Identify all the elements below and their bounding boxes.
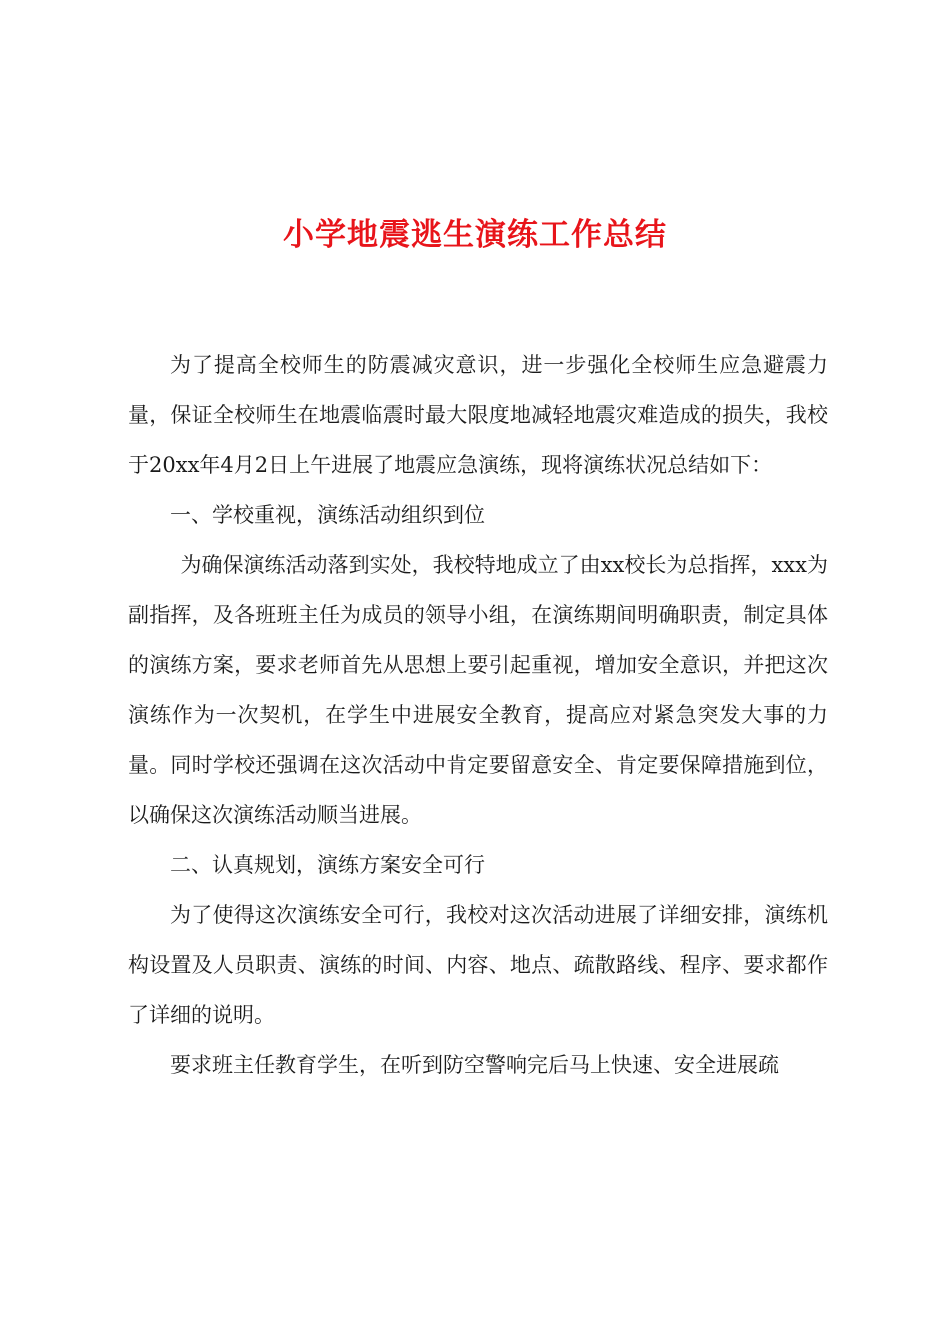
section-heading-1: 一、学校重视，演练活动组织到位 xyxy=(170,503,485,527)
section-1-paragraph: 为确保演练活动落到实处，我校特地成立了由xx校长为总指挥，xxx为副指挥，及各班班主任为成员的领导小组，在演练期间明确职责，制定具体的演练方案，要求老师首先从思想上要引起重视，增加安全意识，并把这次演练作为一次契机，在学生中进展安全教育，提高应对紧急突发大事的力量。同时学校还强调在这次活动中肯定要留意安全、肯定要保障措施到位，以确保这次演练活动顺当进展。 xyxy=(128,553,828,827)
section-heading-2: 二、认真规划，演练方案安全可行 xyxy=(170,853,485,877)
section-2-paragraph: 为了使得这次演练安全可行，我校对这次活动进展了详细安排，演练机构设置及人员职责、演练的时间、内容、地点、疏散路线、程序、要求都作了详细的说明。 xyxy=(128,903,828,1027)
section-2-paragraph-2: 要求班主任教育学生，在听到防空警响完后马上快速、安全进展疏 xyxy=(170,1053,779,1077)
document-title: 小学地震逃生演练工作总结 xyxy=(283,217,667,253)
intro-paragraph: 为了提高全校师生的防震减灾意识，进一步强化全校师生应急避震力量，保证全校师生在地震临震时最大限度地减轻地震灾难造成的损失，我校于20xx年4月2日上午进展了地震应急演练，现将演练状况总结如下： xyxy=(128,353,828,477)
document-body xyxy=(128,340,828,1090)
